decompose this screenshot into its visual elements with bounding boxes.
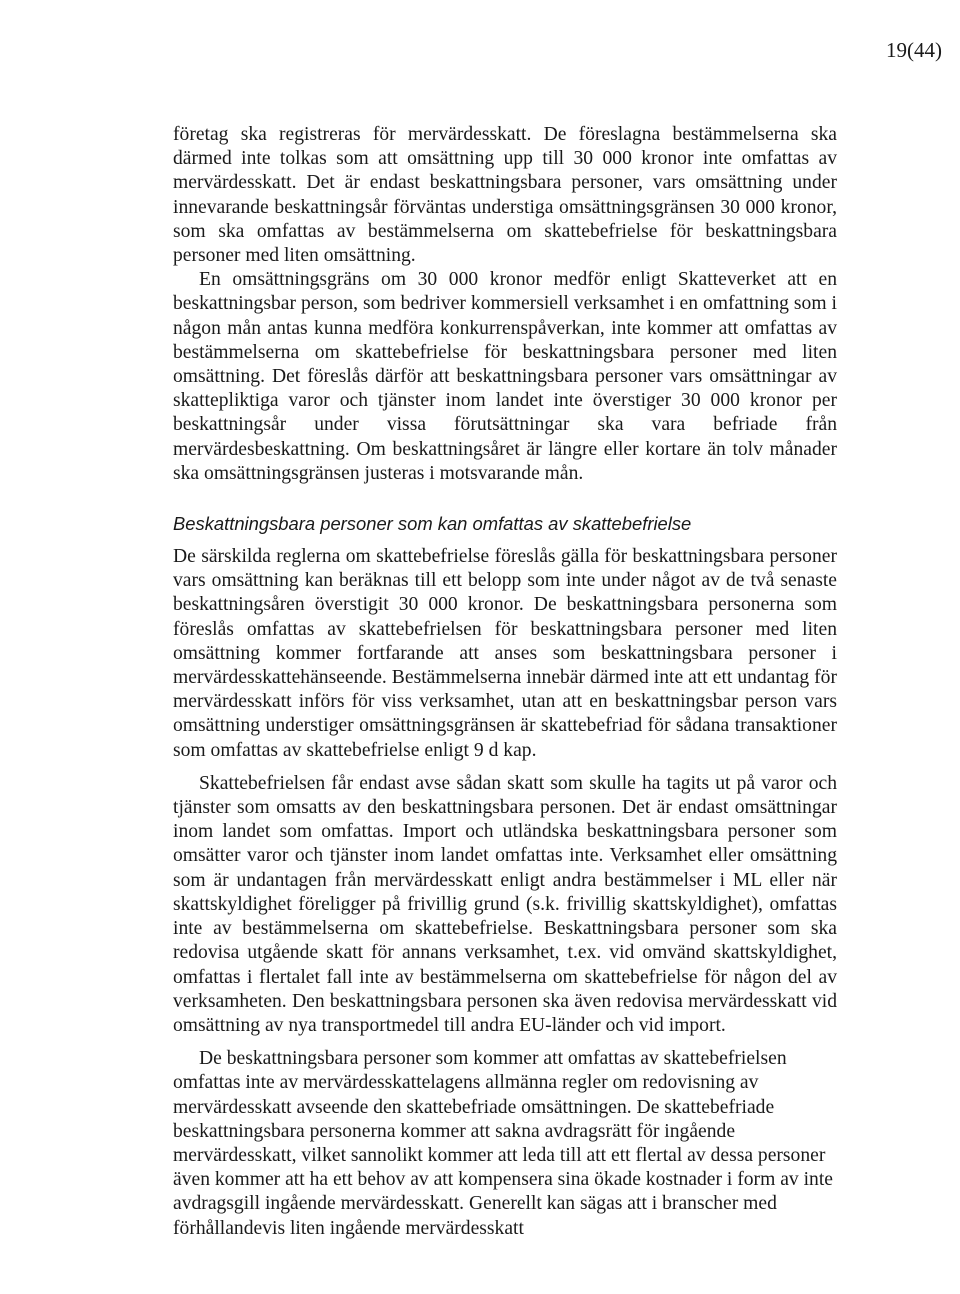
paragraph-special-rules: De särskilda reglerna om skattebefrielse föreslås gälla för beskattningsbara personer vars omsättning kan beräknas till ett belopp som inte under något av de två senaste beskattningsåren överstigit 30 000 kronor. De beskattningsbara personerna som föreslås omfattas av skattebefrielsen för beskattningsbara personer med liten omsättning kommer fortfarande att anses som beskattningsbara personer i mervärdesskattehänseende. Bestämmelserna innebär därmed inte att ett undantag för mervärdesskatt införs för viss verksamhet, utan att en beskattningsbar person vars omsättning understiger omsättningsgränsen är skattebefriad för sådana transaktioner som omfattas av skattebefrielse enligt 9 d kap. xyxy=(173,546,837,761)
document-body xyxy=(173,123,837,1241)
page-number: 19(44) xyxy=(886,38,942,62)
paragraph-deduction-rights: De beskattningsbara personer som kommer att omfattas av skattebefrielsen omfattas inte av mervärdesskattelagens allmänna regler om redovisning av mervärdesskatt avseende den skattebefriade omsättningen. De skattebefriade beskattningsbara personerna kommer att sakna avdragsrätt för ingående mervärdesskatt, vilket sannolikt kommer att leda till att ett flertal av dessa personer även kommer att ha ett behov av att kompensera sina ökade kostnader i form av inte avdragsgill ingående mervärdesskatt. Generellt kan sägas att i branscher med förhållandevis liten ingående mervärdesskatt xyxy=(173,1048,833,1239)
section-heading: Beskattningsbara personer som kan omfattas av skattebefrielse xyxy=(173,513,692,535)
paragraph-turnover-threshold: En omsättningsgräns om 30 000 kronor medför enligt Skatteverket att en beskattningsbar person, som bedriver kommersiell verksamhet i en omfattning som i någon mån antas kunna medföra konkurrenspåverkan, inte kommer att omfattas av bestämmelserna om skattebefrielse för beskattningsbara personer med liten omsättning. Det föreslås därför att beskattningsbara personer vars omsättningar av skattepliktiga varor och tjänster inom landet inte överstiger 30 000 kronor per beskattningsår under vissa förutsättningar ska vara befriade från mervärdesbeskattning. Om beskattningsåret är längre eller kortare än tolv månader ska omsättningsgränsen justeras i motsvarande mån. xyxy=(173,269,837,484)
paragraph-exemption-scope: Skattebefrielsen får endast avse sådan skatt som skulle ha tagits ut på varor och tjänster som omsatts av den beskattningsbara personen. Det är endast omsättningar inom landet som omfattas. Import och utländska beskattningsbara personer som omsätter varor och tjänster inom landet omfattas inte. Verksamhet eller omsättning som är undantagen från mervärdesskatt enligt andra bestämmelser i ML eller när skattskyldighet föreligger på frivillig grund (s.k. frivillig skattskyldighet), omfattas inte av bestämmelserna om skattebefrielse. Beskattningsbara personer som ska redovisa utgående skatt för annans verksamhet, t.ex. vid omvänd skattskyldighet, omfattas i flertalet fall inte av bestämmelserna om skattebefrielse för någon del av verksamheten. Den beskattningsbara personen ska även redovisa mervärdesskatt vid omsättning av nya transportmedel till andra EU-länder och vid import. xyxy=(173,772,837,1036)
paragraph-intro: företag ska registreras för mervärdesskatt. De föreslagna bestämmelserna ska därmed inte tolkas som att omsättning upp till 30 000 kronor inte omfattas av mervärdesskatt. Det är endast beskattningsbara personer, vars omsättning under innevarande beskattningsår förväntas understiga omsättningsgränsen 30 000 kronor, som ska omfattas av bestämmelserna om skattebefrielse för beskattningsbara personer med liten omsättning. xyxy=(173,124,837,267)
